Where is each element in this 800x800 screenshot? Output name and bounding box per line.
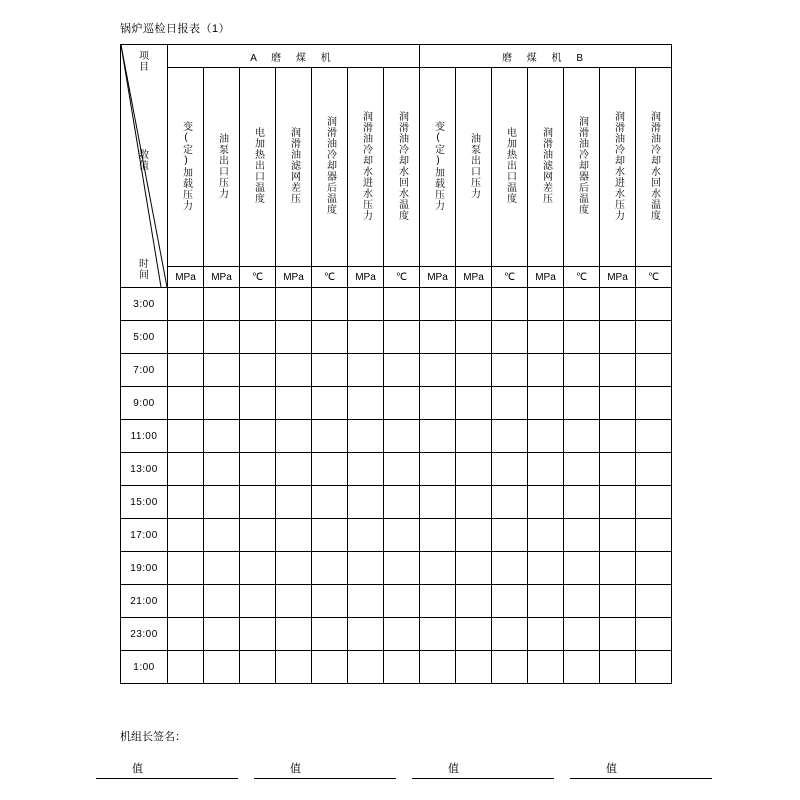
data-cell[interactable]	[276, 552, 312, 585]
column-header: 润滑油冷却水进水压力	[348, 68, 384, 267]
table-row	[121, 387, 672, 420]
group-header-a: A 磨 煤 机	[168, 45, 420, 68]
column-header: 润滑油冷却水回水温度	[636, 68, 672, 267]
column-header: 油泵出口压力	[456, 68, 492, 267]
unit-cell: MPa	[276, 267, 312, 288]
data-cell[interactable]	[528, 552, 564, 585]
data-cell[interactable]	[168, 354, 204, 387]
data-cell[interactable]	[636, 585, 672, 618]
data-cell[interactable]	[348, 420, 384, 453]
data-cell[interactable]	[564, 585, 600, 618]
data-cell[interactable]	[564, 651, 600, 684]
row-time: 7:00	[121, 354, 168, 387]
data-cell[interactable]	[528, 453, 564, 486]
corner-time-label: 时间	[139, 259, 149, 281]
data-cell[interactable]	[348, 321, 384, 354]
data-cell[interactable]	[420, 420, 456, 453]
data-cell[interactable]	[636, 321, 672, 354]
data-cell[interactable]	[636, 453, 672, 486]
data-cell[interactable]	[240, 618, 276, 651]
data-cell[interactable]	[636, 618, 672, 651]
signature-label: 值	[290, 763, 301, 775]
data-cell[interactable]	[456, 288, 492, 321]
data-cell[interactable]	[636, 354, 672, 387]
data-cell[interactable]	[312, 519, 348, 552]
data-cell[interactable]	[420, 618, 456, 651]
data-cell[interactable]	[528, 387, 564, 420]
column-header: 润滑油冷却水进水压力	[600, 68, 636, 267]
column-header: 润滑油滤网差压	[528, 68, 564, 267]
data-cell[interactable]	[492, 486, 528, 519]
data-cell[interactable]	[204, 519, 240, 552]
data-cell[interactable]	[636, 387, 672, 420]
data-cell[interactable]	[168, 651, 204, 684]
data-cell[interactable]	[204, 387, 240, 420]
row-time: 21:00	[121, 585, 168, 618]
inspection-table	[120, 44, 672, 684]
data-cell[interactable]	[276, 321, 312, 354]
data-cell[interactable]	[636, 552, 672, 585]
data-cell[interactable]	[564, 519, 600, 552]
data-cell[interactable]	[600, 453, 636, 486]
data-cell[interactable]	[204, 651, 240, 684]
row-time: 19:00	[121, 552, 168, 585]
data-cell[interactable]	[312, 552, 348, 585]
unit-cell: MPa	[528, 267, 564, 288]
data-cell[interactable]	[168, 453, 204, 486]
data-cell[interactable]	[636, 420, 672, 453]
data-cell[interactable]	[384, 288, 420, 321]
data-cell[interactable]	[420, 387, 456, 420]
crew-leader-signature-label: 机组长签名：	[120, 731, 186, 743]
table-row	[121, 552, 672, 585]
data-cell[interactable]	[240, 585, 276, 618]
data-cell[interactable]	[600, 354, 636, 387]
unit-cell: ℃	[312, 267, 348, 288]
data-cell[interactable]	[420, 354, 456, 387]
row-time: 17:00	[121, 519, 168, 552]
column-header-row	[121, 68, 672, 267]
data-cell[interactable]	[276, 354, 312, 387]
data-cell[interactable]	[312, 387, 348, 420]
data-cell[interactable]	[456, 387, 492, 420]
data-cell[interactable]	[312, 354, 348, 387]
data-cell[interactable]	[348, 387, 384, 420]
data-cell[interactable]	[600, 387, 636, 420]
data-cell[interactable]	[528, 354, 564, 387]
column-header: 变(定)加载压力	[420, 68, 456, 267]
row-time: 13:00	[121, 453, 168, 486]
data-cell[interactable]	[600, 288, 636, 321]
data-cell[interactable]	[348, 618, 384, 651]
data-cell[interactable]	[240, 651, 276, 684]
data-cell[interactable]	[564, 354, 600, 387]
data-cell[interactable]	[564, 288, 600, 321]
data-cell[interactable]	[492, 288, 528, 321]
data-cell[interactable]	[420, 486, 456, 519]
data-cell[interactable]	[492, 420, 528, 453]
data-cell[interactable]	[564, 552, 600, 585]
unit-cell: MPa	[348, 267, 384, 288]
data-cell[interactable]	[564, 321, 600, 354]
data-cell[interactable]	[492, 618, 528, 651]
data-cell[interactable]	[348, 552, 384, 585]
data-cell[interactable]	[240, 288, 276, 321]
data-cell[interactable]	[564, 618, 600, 651]
table-row	[121, 453, 672, 486]
data-cell[interactable]	[384, 387, 420, 420]
data-cell[interactable]	[420, 519, 456, 552]
unit-cell: MPa	[600, 267, 636, 288]
signature-line	[570, 778, 712, 779]
data-cell[interactable]	[276, 651, 312, 684]
data-cell[interactable]	[240, 321, 276, 354]
data-cell[interactable]	[384, 453, 420, 486]
table-row	[121, 618, 672, 651]
data-cell[interactable]	[240, 354, 276, 387]
data-cell[interactable]	[204, 321, 240, 354]
row-time: 15:00	[121, 486, 168, 519]
data-cell[interactable]	[600, 651, 636, 684]
data-cell[interactable]	[276, 288, 312, 321]
data-cell[interactable]	[636, 486, 672, 519]
data-cell[interactable]	[204, 354, 240, 387]
data-cell[interactable]	[312, 453, 348, 486]
data-cell[interactable]	[528, 288, 564, 321]
corner-item-label: 项目	[139, 51, 149, 73]
data-cell[interactable]	[420, 585, 456, 618]
data-cell[interactable]	[528, 651, 564, 684]
data-cell[interactable]	[204, 486, 240, 519]
table-row	[121, 288, 672, 321]
column-header: 电加热出口温度	[492, 68, 528, 267]
data-cell[interactable]	[168, 321, 204, 354]
group-header-b: 磨 煤 机 B	[420, 45, 672, 68]
table-row	[121, 354, 672, 387]
data-cell[interactable]	[420, 651, 456, 684]
data-cell[interactable]	[168, 486, 204, 519]
data-cell[interactable]	[636, 519, 672, 552]
unit-cell: ℃	[240, 267, 276, 288]
table-row	[121, 585, 672, 618]
data-cell[interactable]	[492, 552, 528, 585]
data-cell[interactable]	[456, 651, 492, 684]
data-cell[interactable]	[168, 618, 204, 651]
data-cell[interactable]	[564, 420, 600, 453]
column-header: 润滑油冷却水回水温度	[384, 68, 420, 267]
row-time: 23:00	[121, 618, 168, 651]
row-time: 5:00	[121, 321, 168, 354]
row-time: 9:00	[121, 387, 168, 420]
unit-row	[121, 267, 672, 288]
data-cell[interactable]	[276, 486, 312, 519]
unit-cell: ℃	[564, 267, 600, 288]
table-row	[121, 420, 672, 453]
data-cell[interactable]	[564, 486, 600, 519]
data-cell[interactable]	[204, 552, 240, 585]
data-cell[interactable]	[204, 453, 240, 486]
data-cell[interactable]	[348, 585, 384, 618]
column-header: 变(定)加载压力	[168, 68, 204, 267]
signature-line	[96, 778, 238, 779]
column-header: 油泵出口压力	[204, 68, 240, 267]
data-cell[interactable]	[348, 453, 384, 486]
data-cell[interactable]	[456, 618, 492, 651]
data-cell[interactable]	[492, 453, 528, 486]
data-cell[interactable]	[600, 420, 636, 453]
data-cell[interactable]	[600, 321, 636, 354]
data-cell[interactable]	[492, 519, 528, 552]
data-cell[interactable]	[312, 486, 348, 519]
table-row	[121, 651, 672, 684]
unit-cell: ℃	[384, 267, 420, 288]
data-cell[interactable]	[492, 387, 528, 420]
data-cell[interactable]	[384, 585, 420, 618]
data-cell[interactable]	[492, 651, 528, 684]
data-cell[interactable]	[456, 519, 492, 552]
unit-cell: MPa	[204, 267, 240, 288]
data-cell[interactable]	[636, 651, 672, 684]
data-cell[interactable]	[492, 321, 528, 354]
signature-label: 值	[606, 763, 617, 775]
data-cell[interactable]	[348, 486, 384, 519]
data-cell[interactable]	[204, 420, 240, 453]
page-title: 锅炉巡检日报表（1）	[120, 23, 231, 35]
data-cell[interactable]	[456, 486, 492, 519]
data-cell[interactable]	[168, 585, 204, 618]
data-cell[interactable]	[564, 387, 600, 420]
data-cell[interactable]	[168, 420, 204, 453]
data-cell[interactable]	[420, 321, 456, 354]
data-cell[interactable]	[600, 585, 636, 618]
data-cell[interactable]	[420, 552, 456, 585]
column-header: 润滑油冷却器后温度	[312, 68, 348, 267]
signature-label: 值	[132, 763, 143, 775]
data-cell[interactable]	[384, 486, 420, 519]
data-cell[interactable]	[348, 354, 384, 387]
unit-cell: ℃	[636, 267, 672, 288]
data-cell[interactable]	[384, 354, 420, 387]
table-row	[121, 321, 672, 354]
data-cell[interactable]	[492, 354, 528, 387]
data-cell[interactable]	[636, 288, 672, 321]
data-cell[interactable]	[204, 618, 240, 651]
unit-cell: MPa	[420, 267, 456, 288]
unit-cell: ℃	[492, 267, 528, 288]
data-cell[interactable]	[600, 486, 636, 519]
row-time: 3:00	[121, 288, 168, 321]
data-cell[interactable]	[600, 552, 636, 585]
data-cell[interactable]	[204, 288, 240, 321]
data-cell[interactable]	[564, 453, 600, 486]
row-time: 1:00	[121, 651, 168, 684]
data-cell[interactable]	[312, 321, 348, 354]
data-cell[interactable]	[456, 354, 492, 387]
data-cell[interactable]	[528, 519, 564, 552]
group-header-row	[121, 45, 672, 68]
data-cell[interactable]	[384, 519, 420, 552]
data-cell[interactable]	[600, 618, 636, 651]
data-cell[interactable]	[384, 651, 420, 684]
data-cell[interactable]	[312, 420, 348, 453]
data-cell[interactable]	[204, 585, 240, 618]
data-cell[interactable]	[240, 552, 276, 585]
data-cell[interactable]	[456, 321, 492, 354]
data-cell[interactable]	[168, 387, 204, 420]
data-cell[interactable]	[240, 519, 276, 552]
data-cell[interactable]	[348, 519, 384, 552]
data-cell[interactable]	[528, 420, 564, 453]
data-cell[interactable]	[528, 321, 564, 354]
data-cell[interactable]	[276, 519, 312, 552]
row-time: 11:00	[121, 420, 168, 453]
data-cell[interactable]	[276, 585, 312, 618]
data-cell[interactable]	[384, 618, 420, 651]
data-cell[interactable]	[384, 321, 420, 354]
data-cell[interactable]	[312, 585, 348, 618]
data-cell[interactable]	[276, 453, 312, 486]
corner-value-label: 数值	[139, 150, 149, 172]
data-cell[interactable]	[240, 387, 276, 420]
data-cell[interactable]	[492, 585, 528, 618]
table-row	[121, 519, 672, 552]
signature-line	[254, 778, 396, 779]
data-cell[interactable]	[420, 288, 456, 321]
data-cell[interactable]	[528, 585, 564, 618]
data-cell[interactable]	[348, 288, 384, 321]
unit-cell: MPa	[456, 267, 492, 288]
column-header: 润滑油冷却器后温度	[564, 68, 600, 267]
data-cell[interactable]	[456, 585, 492, 618]
column-header: 电加热出口温度	[240, 68, 276, 267]
data-cell[interactable]	[312, 618, 348, 651]
data-cell[interactable]	[168, 552, 204, 585]
data-cell[interactable]	[384, 420, 420, 453]
data-cell[interactable]	[168, 288, 204, 321]
unit-cell: MPa	[168, 267, 204, 288]
signature-label: 值	[448, 763, 459, 775]
data-cell[interactable]	[600, 519, 636, 552]
data-cell[interactable]	[456, 552, 492, 585]
data-cell[interactable]	[276, 420, 312, 453]
data-cell[interactable]	[240, 486, 276, 519]
data-cell[interactable]	[276, 618, 312, 651]
data-cell[interactable]	[420, 453, 456, 486]
signature-row	[96, 760, 696, 790]
data-cell[interactable]	[240, 453, 276, 486]
data-cell[interactable]	[276, 387, 312, 420]
data-cell[interactable]	[168, 519, 204, 552]
data-cell[interactable]	[528, 486, 564, 519]
data-cell[interactable]	[456, 420, 492, 453]
data-cell[interactable]	[456, 453, 492, 486]
data-cell[interactable]	[240, 420, 276, 453]
column-header: 润滑油滤网差压	[276, 68, 312, 267]
data-cell[interactable]	[312, 288, 348, 321]
data-cell[interactable]	[528, 618, 564, 651]
table-row	[121, 486, 672, 519]
data-cell[interactable]	[312, 651, 348, 684]
data-cell[interactable]	[348, 651, 384, 684]
corner-cell	[121, 45, 168, 288]
data-cell[interactable]	[384, 552, 420, 585]
signature-line	[412, 778, 554, 779]
